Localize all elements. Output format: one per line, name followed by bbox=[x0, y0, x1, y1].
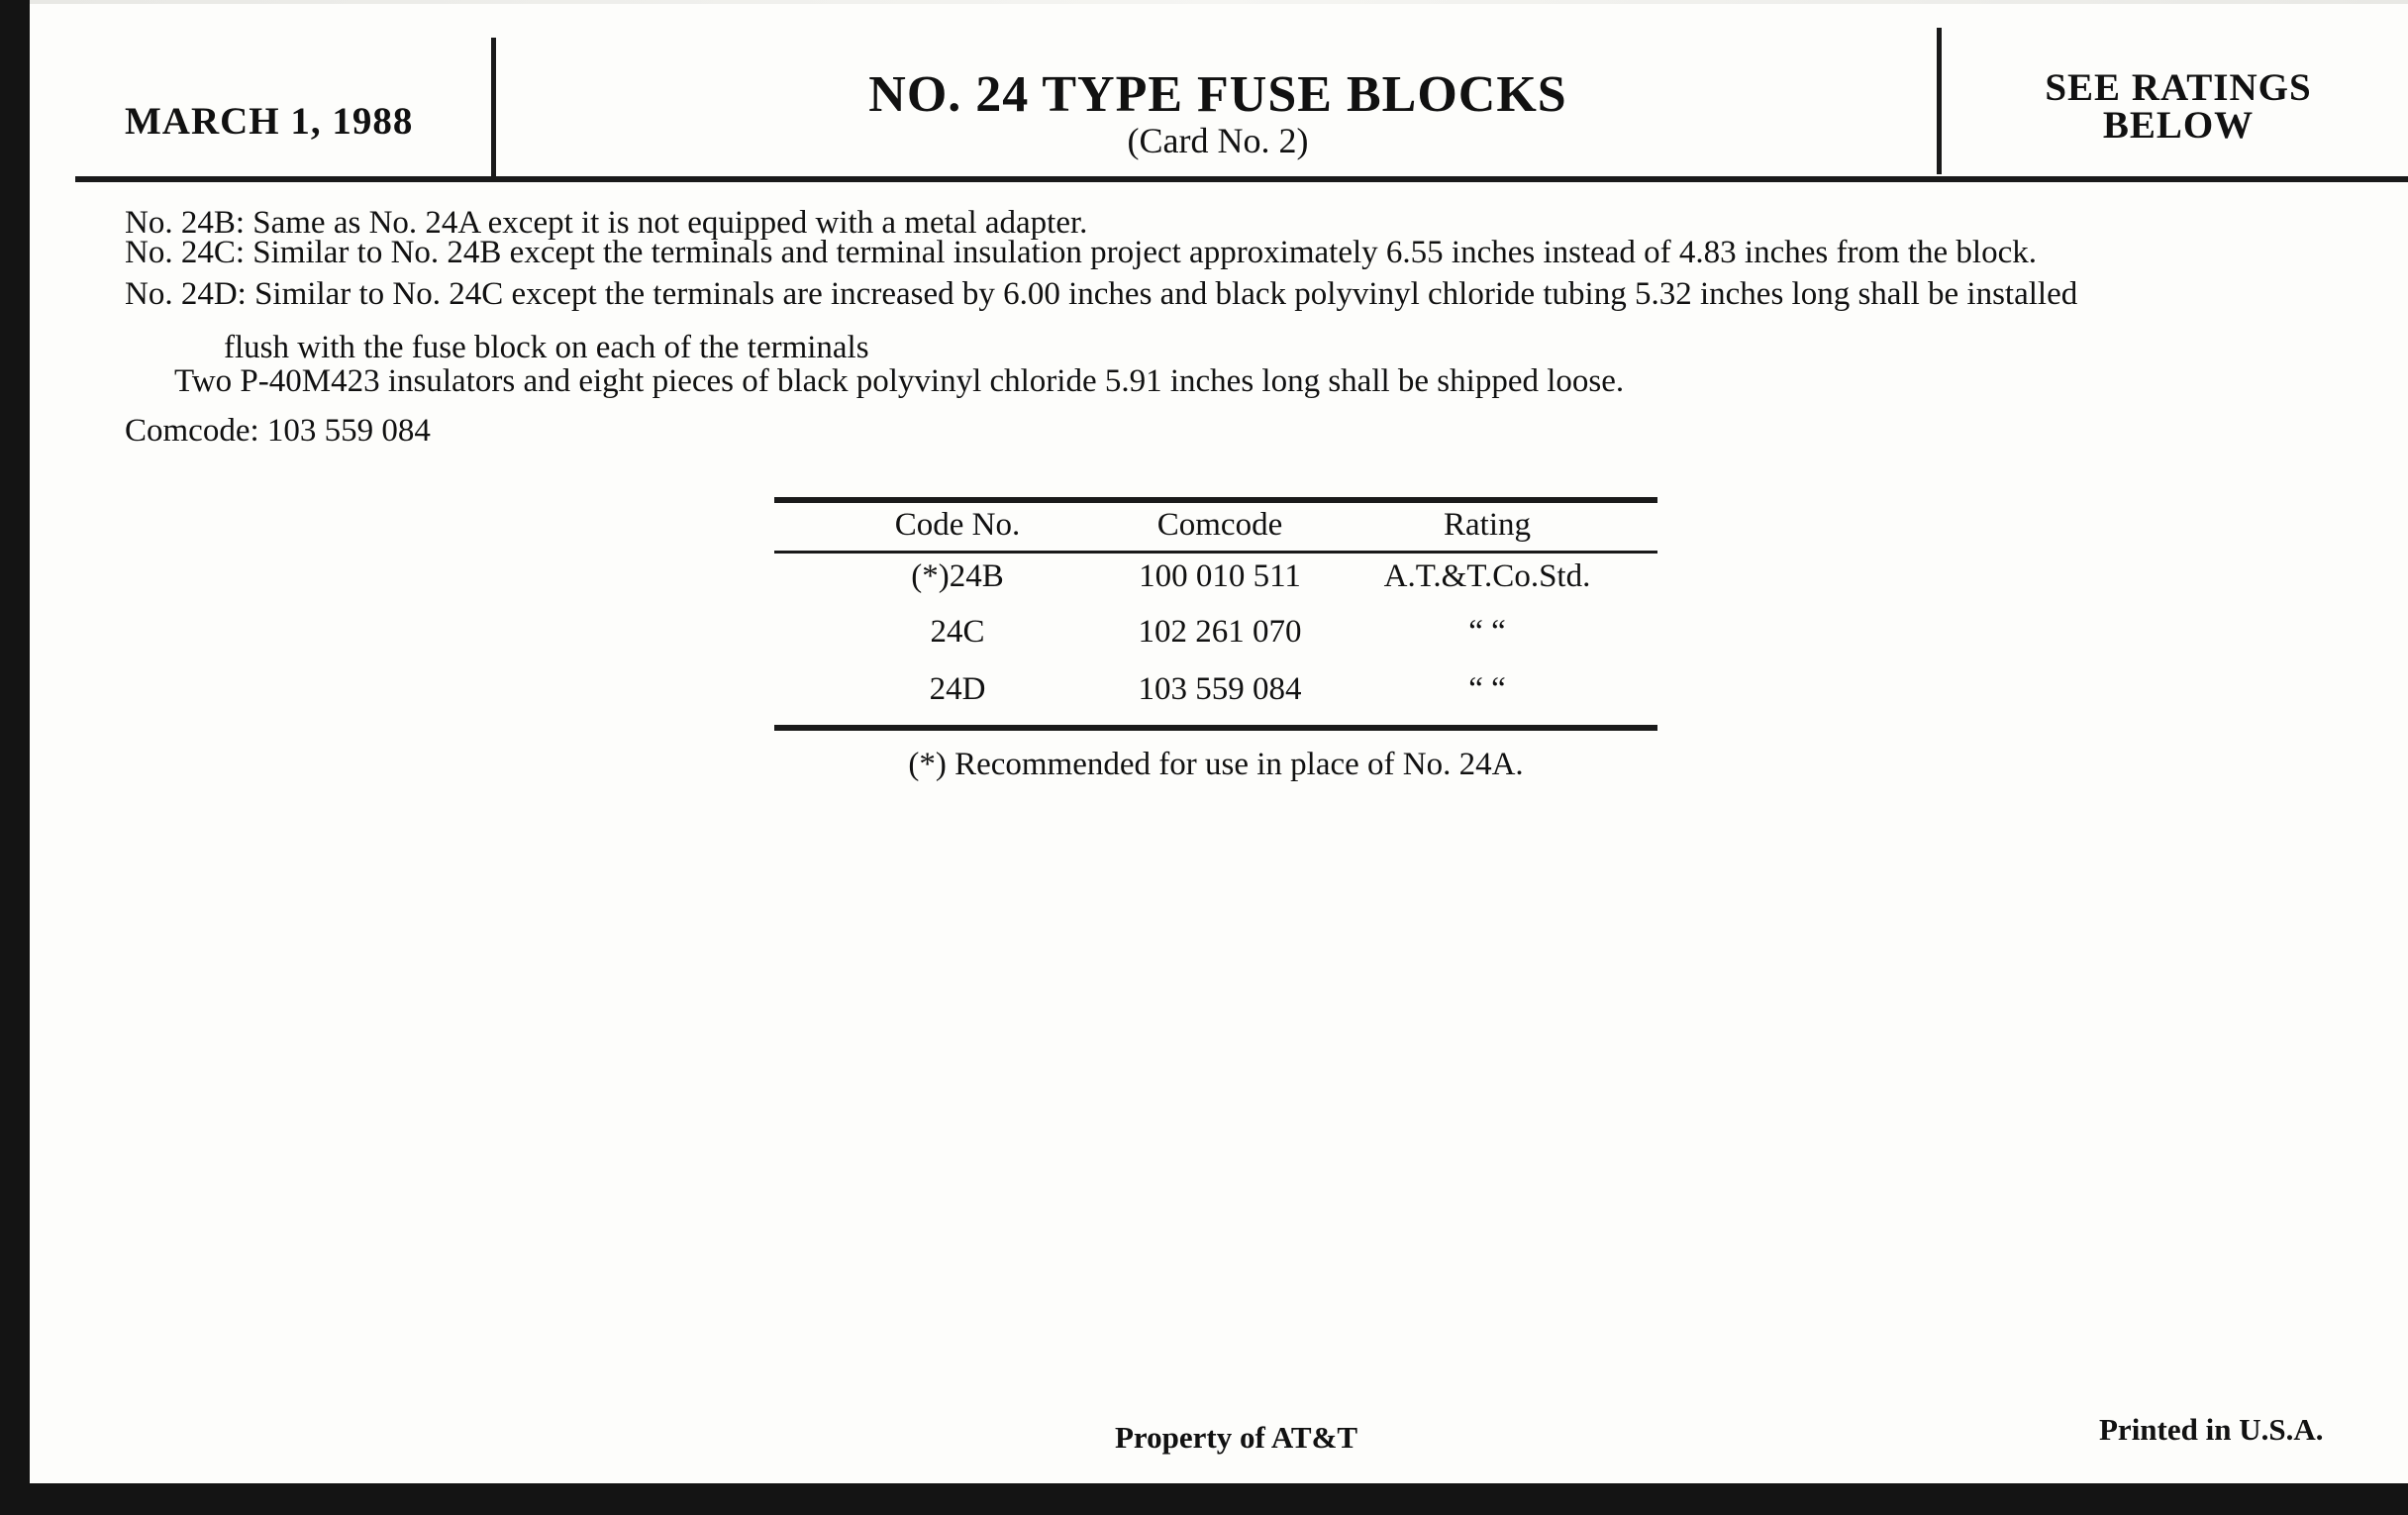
top-edge-shading bbox=[30, 0, 2408, 4]
scan-left-edge bbox=[0, 0, 30, 1515]
scan-bottom-edge bbox=[0, 1483, 2408, 1515]
print-origin: Printed in U.S.A. bbox=[2099, 1412, 2324, 1447]
table-cell: 100 010 511 bbox=[1139, 558, 1301, 594]
card-number: (Card No. 2) bbox=[1127, 121, 1309, 160]
column-header-code: Code No. bbox=[894, 507, 1021, 543]
table-cell: 102 261 070 bbox=[1138, 614, 1302, 650]
header-rule bbox=[75, 176, 2408, 182]
description-24b: No. 24B: Same as No. 24A except it is not equipped with a metal adapter. bbox=[125, 205, 1088, 241]
table-cell: 24C bbox=[930, 614, 985, 650]
table-cell: 103 559 084 bbox=[1138, 671, 1302, 707]
table-footnote: (*) Recommended for use in place of No. 24A. bbox=[908, 747, 1524, 782]
ratings-note-line2: BELOW bbox=[2102, 104, 2255, 147]
table-cell: 24D bbox=[929, 671, 986, 707]
reference-card bbox=[30, 0, 2408, 1483]
header-divider-left bbox=[491, 38, 496, 182]
table-cell: “ “ bbox=[1468, 671, 1506, 707]
header-divider-right bbox=[1937, 28, 1942, 174]
table-cell: “ “ bbox=[1468, 614, 1506, 650]
page-title: NO. 24 TYPE FUSE BLOCKS bbox=[868, 66, 1567, 123]
description-24d-line2: flush with the fuse block on each of the terminals bbox=[224, 330, 869, 365]
table-cell: A.T.&T.Co.Std. bbox=[1383, 558, 1591, 594]
description-24d-line1: No. 24D: Similar to No. 24C except the terminals are increased by 6.00 inches and black polyvinyl chloride tubing 5.32 inches long shall be installed bbox=[125, 276, 2078, 312]
table-bottom-rule bbox=[774, 725, 1657, 731]
table-header-rule bbox=[774, 551, 1657, 554]
description-24c: No. 24C: Similar to No. 24B except the terminals and terminal insulation project approximately 6.55 inches instead of 4.83 inches from the block. bbox=[125, 235, 2037, 270]
column-header-comcode: Comcode bbox=[1156, 507, 1283, 543]
issue-date: MARCH 1, 1988 bbox=[125, 100, 414, 143]
ratings-note-line1: SEE RATINGS bbox=[2045, 66, 2312, 109]
column-header-rating: Rating bbox=[1444, 507, 1531, 543]
table-top-rule bbox=[774, 497, 1657, 503]
table-cell: (*)24B bbox=[911, 558, 1004, 594]
shipping-note: Two P-40M423 insulators and eight pieces of black polyvinyl chloride 5.91 inches long shall be shipped loose. bbox=[174, 363, 1625, 399]
property-notice: Property of AT&T bbox=[1115, 1420, 1358, 1455]
ratings-note bbox=[1951, 66, 2406, 147]
comcode-line: Comcode: 103 559 084 bbox=[125, 413, 431, 449]
